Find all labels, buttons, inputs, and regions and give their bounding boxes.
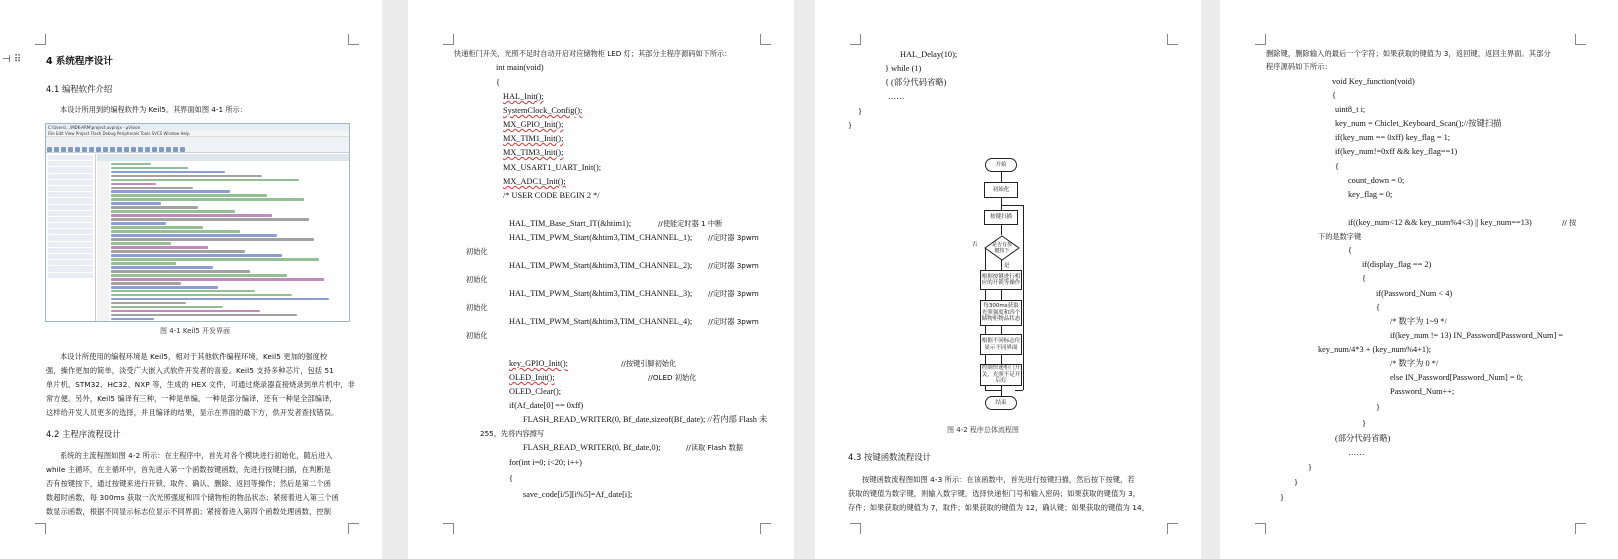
code-line: if(key_num!=0xff && key_flag==1) [1335, 147, 1458, 156]
code-line: …… [1348, 448, 1365, 457]
ide-code-line [111, 238, 314, 240]
document-page-2 [408, 0, 794, 559]
code-line: …… [888, 92, 905, 101]
code-line: } [1294, 478, 1298, 487]
code-line: if(key_num != 13) IN_Password[Password_Num] = [1390, 331, 1563, 340]
code-line: int main(void) [496, 63, 544, 72]
corner-mark [1575, 34, 1586, 45]
flowchart-end: 结束 [985, 396, 1017, 410]
code-line: count_down = 0; [1348, 176, 1405, 185]
corner-mark [443, 523, 454, 534]
code-line: key_num = Chiclet_Keyboard_Scan();//按键扫描 [1335, 119, 1502, 128]
ide-code-line [111, 194, 267, 196]
code-line: HAL_TIM_PWM_Start(&htim3,TIM_CHANNEL_4); [509, 317, 693, 326]
ide-code-line [111, 171, 225, 173]
ide-code-line [111, 226, 203, 228]
corner-mark [348, 34, 359, 45]
code-wrap: 初始化 [466, 247, 488, 256]
section-title: 4.3 按键函数流程设计 [848, 452, 931, 462]
drag-handle-icon[interactable]: ⊣ ⠿ [2, 54, 22, 65]
corner-mark [1255, 523, 1266, 534]
code-wrap: key_num/4*3 + (key_num%4+1); [1318, 345, 1432, 354]
corner-mark [35, 34, 46, 45]
paragraph-line: 否有按键按下，通过按键来进行开锁、取件、确认、删除、返回等操作；然后是第二个函 [46, 479, 331, 488]
ide-code-line [111, 175, 262, 177]
code-line: } [858, 107, 862, 116]
corner-mark [850, 34, 861, 45]
code-line: HAL_Delay(10); [900, 50, 958, 59]
code-line: } [848, 121, 852, 130]
code-line: { [1348, 246, 1352, 255]
code-comment: //读取 Flash 数据 [686, 443, 743, 452]
paragraph-line: 本设计所使用的编程环境是 Keil5，相对于其他软件编程环境，Keil5 更加的强度校 [60, 352, 328, 361]
paragraph-line: 数显示函数，根据不同显示标志位显示不同界面；紧接着进入第四个函数处理函数，控制 [46, 507, 331, 516]
code-comment: //定时器 3pwm [708, 317, 759, 326]
figure-caption: 图 4-1 Keil5 开发界面 [160, 327, 230, 335]
code-line: MX_USART1_UART_Init(); [503, 163, 602, 172]
ide-code-line [111, 278, 324, 280]
code-line: void Key_function(void) [1332, 77, 1415, 86]
ide-code-line [111, 246, 208, 248]
code-line: } while (1) [885, 64, 922, 73]
code-line: uint8_t i; [1335, 105, 1366, 114]
code-line: if(display_flag == 2) [1362, 260, 1432, 269]
paragraph-line: 快递柜门开关，光照不足时自动开启对应储物柜 LED 灯；其部分主程序源码如下所示： [454, 49, 732, 58]
code-comment: //定时器 3pwm [708, 289, 759, 298]
ide-code-line [111, 163, 151, 165]
code-line: MX_GPIO_Init(); [503, 120, 564, 129]
ide-code-line [111, 318, 154, 320]
ide-code-line [111, 242, 171, 244]
code-line: OLED_Init(); [509, 373, 555, 382]
corner-mark [348, 523, 359, 534]
code-line: FLASH_READ_WRITER(0, Bf_date,0); [523, 443, 661, 452]
code-line: /* 数字为 0 */ [1390, 359, 1439, 368]
paragraph-line: 获取的键值为数字键，则输入数字键，选择快递柜门号和输入密码；如果获取的键值为 3， [848, 489, 1141, 498]
code-comment: // 按 [1562, 218, 1577, 227]
code-line: { [496, 78, 500, 87]
code-wrap: 下的是数字键 [1318, 232, 1362, 241]
ide-code-line [111, 262, 176, 264]
section-title: 4.2 主程序流程设计 [46, 429, 121, 439]
code-line: } [1376, 403, 1380, 412]
code-line: /* USER CODE BEGIN 2 */ [503, 191, 600, 200]
paragraph-line: 删除键，删除输入的最后一个字符；如果获取的键值为 3，返回键，返回主界面。其部分 [1266, 49, 1551, 58]
section-title: 4.1 编程软件介绍 [46, 84, 113, 94]
paragraph-line: 系统的主流程图如图 4-2 所示：在主程序中，首先对各个模块进行初始化，随后进入 [60, 451, 333, 460]
code-line: (部分代码省略) [1335, 434, 1391, 443]
corner-mark [1167, 523, 1178, 534]
code-line: if(Af_date[0] == 0xff) [509, 401, 584, 410]
flowchart-decision: 是否有按键按下 [991, 242, 1012, 254]
flowchart-no-label: 否 [972, 242, 978, 248]
ide-code-line [111, 266, 213, 268]
code-line: key_GPIO_Init(); [509, 359, 568, 368]
ide-code-line [111, 254, 282, 256]
code-wrap: 初始化 [466, 331, 488, 340]
ide-code-line [111, 306, 223, 308]
ide-code-line [111, 218, 309, 220]
paragraph-line: 数超时函数，每 300ms 获取一次光照强度和四个储物柜的物品状态；紧接着进入第三个函 [46, 493, 339, 502]
code-line: HAL_TIM_PWM_Start(&htim3,TIM_CHANNEL_3); [509, 289, 693, 298]
flowchart-step-2: 每300ms获取光照强度和四个储物柜物品状态 [980, 300, 1022, 326]
code-comment: //使能定时器 1 中断 [658, 219, 723, 228]
flowchart-step-4: 控制快递柜门开关，光照不足开启灯 [981, 365, 1021, 385]
paragraph-line: 这样给开发人员更多的选择，并且编译的结果，显示在界面的最下方，供开发者查找错误。 [46, 408, 339, 417]
paragraph-line: 存件；如果获取的键值为 7，取件；如果获取的键值为 12，确认键；如果获取的键值为 14， [848, 503, 1150, 512]
ide-code-line [111, 187, 193, 189]
code-line: { [1376, 303, 1380, 312]
code-line: { [1335, 162, 1339, 171]
code-comment: //按键引脚初始化 [621, 359, 677, 368]
code-comment: //定时器 3pwm [708, 261, 759, 270]
code-line: MX_TIM1_Init(); [503, 134, 564, 143]
code-wrap: 255，先将内容擦写 [480, 429, 545, 438]
corner-mark [760, 523, 771, 534]
ide-code-line [111, 234, 277, 236]
code-line: MX_TIM3_Init(); [503, 148, 564, 157]
corner-mark [35, 523, 46, 534]
code-line: { [1332, 91, 1336, 100]
flowchart-init: 初始化 [984, 182, 1018, 198]
code-line: OLED_Clear(); [509, 387, 562, 396]
corner-mark [1167, 34, 1178, 45]
code-comment: //定时器 3pwm [708, 233, 759, 242]
code-line: HAL_TIM_Base_Start_IT(&htim1); [509, 219, 632, 228]
code-line: } [1362, 419, 1366, 428]
ide-code-line [111, 290, 255, 292]
corner-mark [443, 34, 454, 45]
corner-mark [1255, 34, 1266, 45]
ide-code-line [111, 190, 230, 192]
code-line: } [1308, 463, 1312, 472]
flowchart-step-3: 根据不同标志位显示不同界面 [980, 334, 1022, 355]
code-line: else IN_Password[Password_Num] = 0; [1390, 373, 1524, 382]
paragraph-line: 强，操作更加的简单，淡受广大嵌入式软件开发者的喜爱。Keil5 支持多种芯片，包括 51 [46, 366, 334, 375]
keil-ide-screenshot: C:\Users\...\MDK-ARM\project.uvprojx - µVision File Edit View Project Flash Debug Peripherals Tools SVCS Window Help [45, 123, 350, 322]
paragraph-line: 程序源码如下所示： [1266, 62, 1332, 71]
code-line: MX_ADC1_Init(); [503, 177, 566, 186]
ide-code-line [111, 222, 166, 224]
ide-code-line [111, 198, 304, 200]
code-line: FLASH_READ_WRITER(0, Bf_date,sizeof(Bf_date); //若内部 Flash 未 [523, 415, 768, 424]
code-line: HAL_Init(); [503, 92, 544, 101]
document-page-4 [1220, 0, 1618, 559]
paragraph-line: while 主循环，在主循环中，首先进入第一个函数按键函数，先进行按键扫描，在判断是 [46, 465, 331, 474]
code-line: { [509, 474, 513, 483]
figure-caption: 图 4-2 程序总体流程图 [947, 426, 1019, 434]
ide-code-line [111, 270, 250, 272]
code-line: } [1280, 493, 1284, 502]
document-page-3 [815, 0, 1201, 559]
ide-code-line [111, 314, 297, 316]
code-line: if(Password_Num < 4) [1376, 289, 1453, 298]
code-line: save_code[i/5][i%5]=Af_date[i]; [523, 490, 633, 499]
code-line: HAL_TIM_PWM_Start(&htim3,TIM_CHANNEL_1); [509, 233, 693, 242]
code-line: { [1362, 274, 1366, 283]
ide-code-line [111, 250, 245, 252]
code-line: if((key_num<12 && key_num%4<3) || key_num==13) [1348, 218, 1532, 227]
ide-code-line [111, 214, 272, 216]
ide-code-line [111, 167, 188, 169]
paragraph-line: 按键函数流程图如图 4-3 所示：在该函数中，首先进行按键扫描，然后按下按键，若 [862, 475, 1135, 484]
flowchart-yes-label: 是 [1004, 263, 1010, 269]
code-wrap: 初始化 [466, 275, 488, 284]
chapter-title: 4 系统程序设计 [46, 56, 113, 67]
code-line: for(int i=0; i<20; i++) [509, 458, 582, 467]
paragraph-line: 本设计所用到的编程软件为 Keil5。其界面如图 4-1 所示： [60, 105, 247, 114]
code-wrap: 初始化 [466, 303, 488, 312]
code-line: Password_Num++; [1390, 387, 1455, 396]
flowchart-start: 开始 [985, 158, 1017, 172]
corner-mark [760, 34, 771, 45]
ide-code-line [111, 274, 287, 276]
code-line: /* 数字为 1~9 */ [1390, 317, 1447, 326]
ide-code-line [111, 294, 292, 296]
corner-mark [850, 523, 861, 534]
ide-code-line [111, 302, 186, 304]
ide-code-line [111, 230, 240, 232]
paragraph-line: 常方便。另外，Keil5 编译有三种，一种是单编，一种是部分编译，还有一种是全部编译， [46, 394, 337, 403]
ide-code-line [111, 310, 260, 312]
code-line: SystemClock_Config(); [503, 106, 583, 115]
ide-code-line [111, 206, 198, 208]
document-page-1 [0, 0, 382, 559]
flowchart-scan: 按键扫描 [984, 210, 1018, 225]
code-line: key_flag = 0; [1348, 190, 1393, 199]
corner-mark [1575, 523, 1586, 534]
code-line: if(key_num == 0xff) key_flag = 1; [1335, 133, 1451, 142]
ide-code-line [111, 286, 218, 288]
paragraph-line: 单片机、STM32、HC32、NXP 等，生成的 HEX 文件，可通过烧录器直接烧录到单片机中，非 [46, 380, 355, 389]
ide-code-line [111, 202, 161, 204]
ide-code-line [111, 210, 235, 212]
ide-code-line [111, 179, 299, 181]
code-comment: //OLED 初始化 [648, 373, 697, 382]
code-line: { (部分代码省略) [885, 78, 947, 87]
ide-code-line [111, 298, 329, 300]
flowchart-step-1: 根据按键进行相应的开锁等操作 [980, 270, 1022, 290]
code-line: HAL_TIM_PWM_Start(&htim3,TIM_CHANNEL_2); [509, 261, 693, 270]
ide-code-line [111, 183, 156, 185]
ide-code-line [111, 282, 181, 284]
ide-code-line [111, 258, 319, 260]
